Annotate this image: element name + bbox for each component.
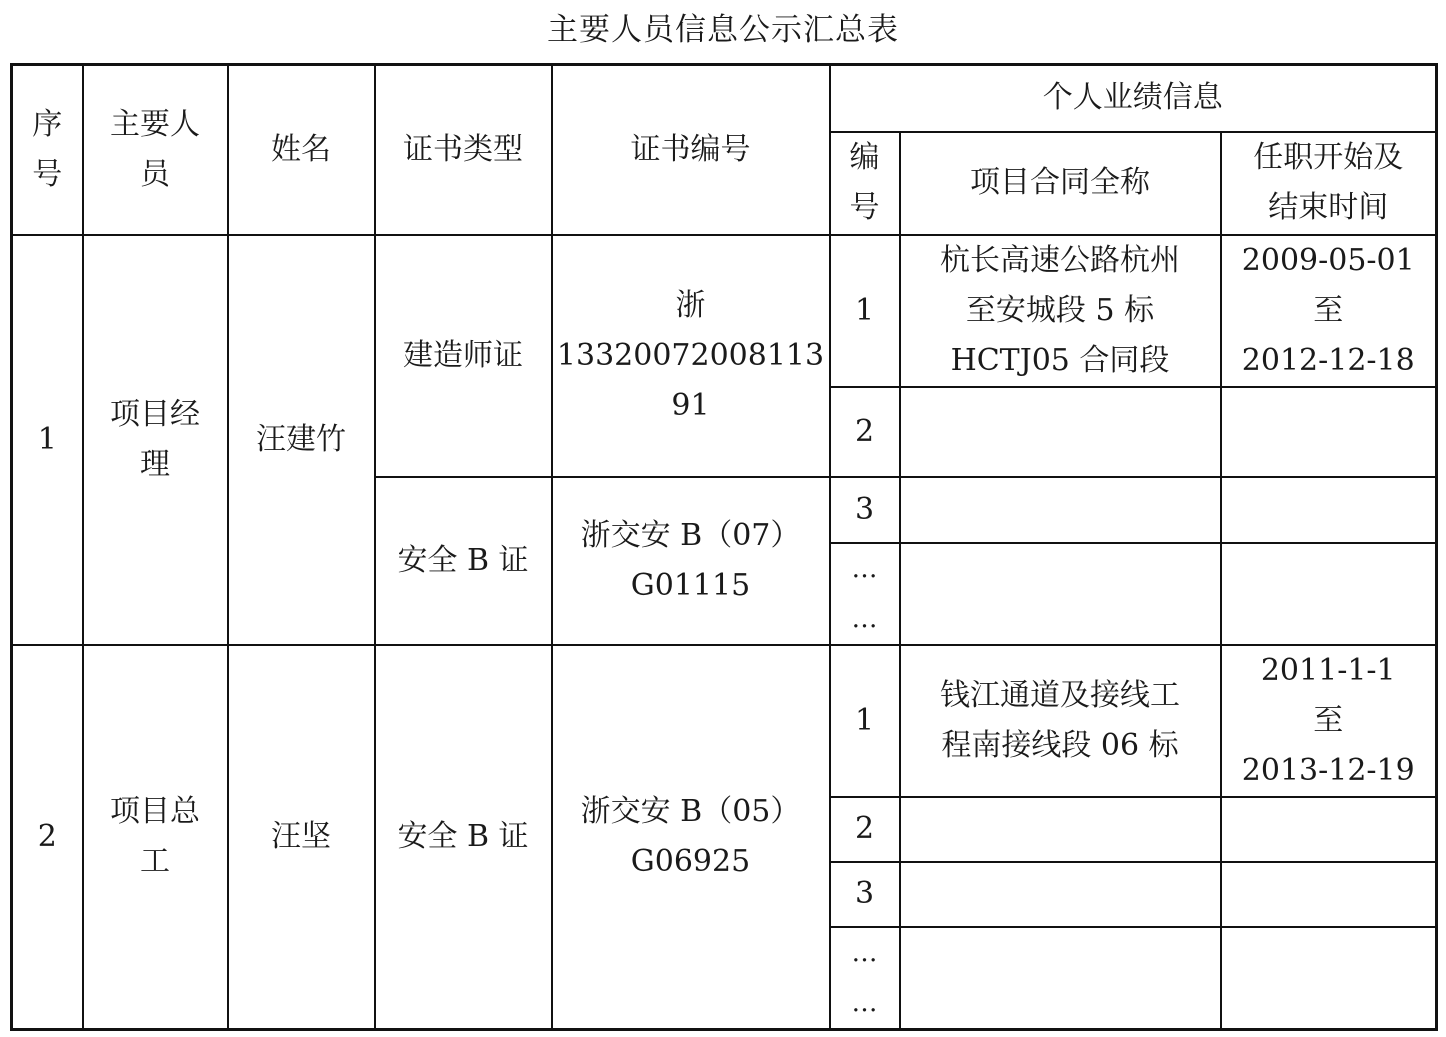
- header-project: 项目合同全称: [900, 132, 1221, 235]
- person-seq: 2: [12, 645, 83, 1030]
- person-role: 项目经 理: [83, 235, 228, 645]
- perf-no: … …: [830, 927, 900, 1030]
- perf-project: 钱江通道及接线工 程南接线段 06 标: [900, 645, 1221, 797]
- perf-no: 1: [830, 645, 900, 797]
- person-name: 汪建竹: [228, 235, 375, 645]
- perf-period: 2011-1-1 至 2013-12-19: [1221, 645, 1437, 797]
- perf-project: [900, 543, 1221, 645]
- perf-period: 2009-05-01 至 2012-12-18: [1221, 235, 1437, 387]
- perf-no: 1: [830, 235, 900, 387]
- perf-project: [900, 862, 1221, 927]
- perf-period: [1221, 927, 1437, 1030]
- cert-type: 建造师证: [375, 235, 552, 477]
- cert-type: 安全 B 证: [375, 477, 552, 645]
- header-cert-type: 证书类型: [375, 65, 552, 235]
- cert-number: 浙交安 B（05） G06925: [552, 645, 830, 1030]
- perf-period: [1221, 543, 1437, 645]
- perf-no: 2: [830, 387, 900, 477]
- personnel-info-table: [10, 63, 1438, 1031]
- perf-no: 3: [830, 477, 900, 543]
- cert-type: 安全 B 证: [375, 645, 552, 1030]
- table-row: [12, 645, 1437, 797]
- table-row: [12, 235, 1437, 387]
- header-role: 主要人 员: [83, 65, 228, 235]
- header-performance-group: 个人业绩信息: [830, 65, 1437, 132]
- person-name: 汪坚: [228, 645, 375, 1030]
- cert-number: 浙交安 B（07） G01115: [552, 477, 830, 645]
- perf-project: [900, 387, 1221, 477]
- cert-number: 浙 13320072008113 91: [552, 235, 830, 477]
- header-name: 姓名: [228, 65, 375, 235]
- perf-period: [1221, 387, 1437, 477]
- person-seq: 1: [12, 235, 83, 645]
- header-cert-no: 证书编号: [552, 65, 830, 235]
- perf-period: [1221, 477, 1437, 543]
- perf-period: [1221, 797, 1437, 862]
- perf-project: [900, 927, 1221, 1030]
- perf-period: [1221, 862, 1437, 927]
- perf-project: 杭长高速公路杭州 至安城段 5 标 HCTJ05 合同段: [900, 235, 1221, 387]
- perf-project: [900, 477, 1221, 543]
- header-seq: 序 号: [12, 65, 83, 235]
- perf-no: … …: [830, 543, 900, 645]
- perf-project: [900, 797, 1221, 862]
- header-period: 任职开始及 结束时间: [1221, 132, 1437, 235]
- page-title: 主要人员信息公示汇总表: [547, 12, 899, 48]
- perf-no: 2: [830, 797, 900, 862]
- perf-no: 3: [830, 862, 900, 927]
- header-perf-no: 编 号: [830, 132, 900, 235]
- person-role: 项目总 工: [83, 645, 228, 1030]
- header-row-1: [12, 65, 1437, 132]
